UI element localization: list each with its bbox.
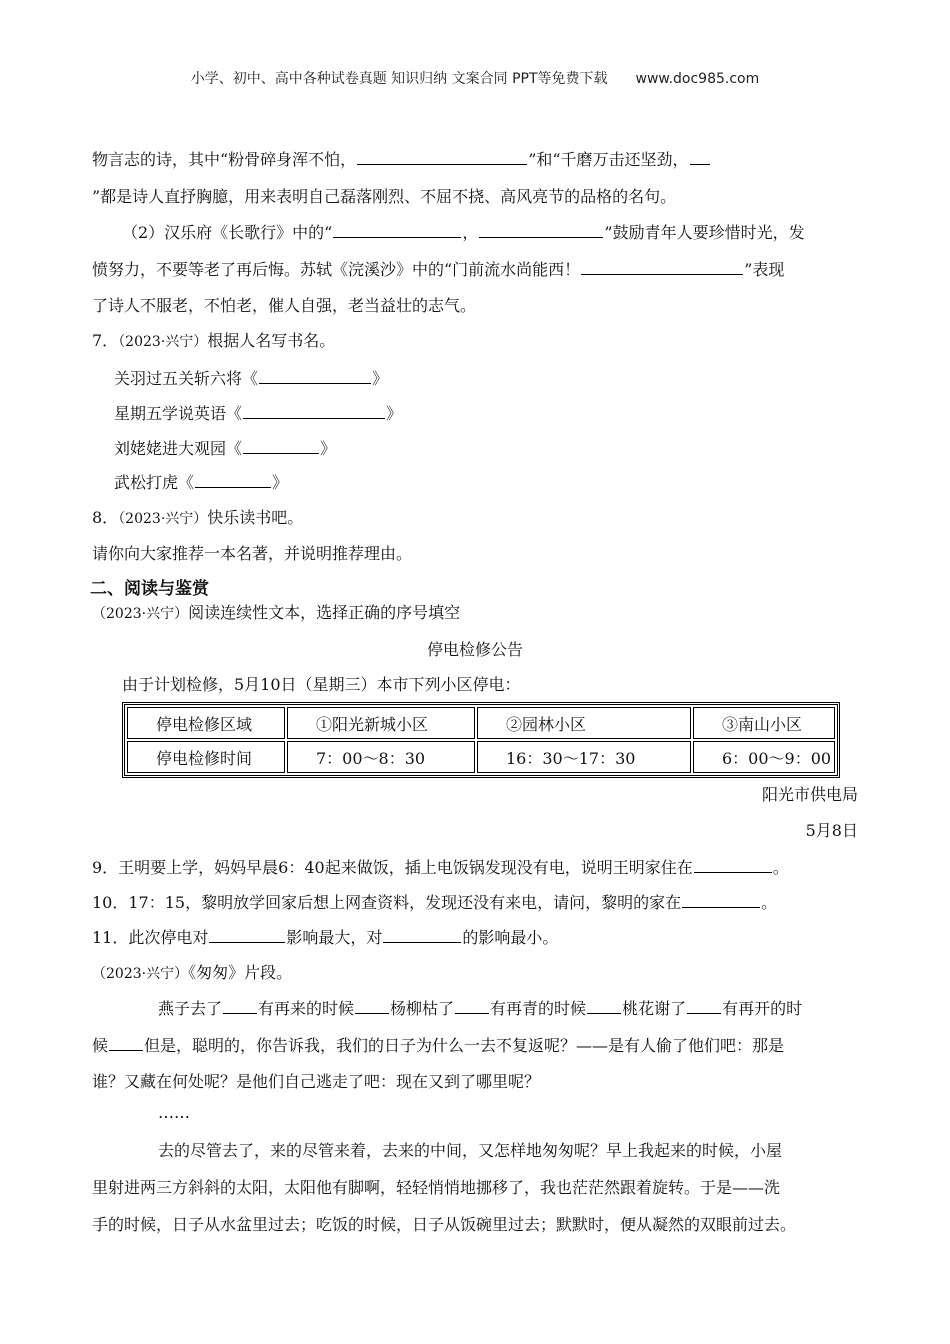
answer-blank[interactable] xyxy=(223,995,257,1014)
q7-item: 关羽过五关斩六将《 》 xyxy=(114,365,388,389)
outage-table xyxy=(122,702,840,778)
notice-title: 停电检修公告 xyxy=(426,640,523,659)
answer-blank[interactable] xyxy=(690,146,710,165)
congcong-p2-line2: 里射进两三方斜斜的太阳，太阳他有脚啊，轻轻悄悄地挪移了，我也茫茫然跟着旋转。于是——洗 xyxy=(92,1178,781,1197)
answer-blank[interactable] xyxy=(357,146,527,165)
answer-blank[interactable] xyxy=(383,924,461,943)
table-row xyxy=(127,741,835,773)
table-cell: 6：00～9：00 xyxy=(693,741,835,773)
q7-item: 武松打虎《 》 xyxy=(114,469,288,493)
answer-blank[interactable] xyxy=(479,219,603,238)
notice-text: 由于计划检修，5月10日（星期三）本市下列小区停电： xyxy=(122,675,521,694)
congcong-p1-line3: 谁？又藏在何处呢？是他们自己逃走了吧：现在又到了哪里呢？ xyxy=(92,1072,541,1091)
q6-part2-line1: （2）汉乐府《长歌行》中的“ ， ”鼓励青年人要珍惜时光，发 xyxy=(122,219,805,243)
answer-blank[interactable] xyxy=(581,256,743,275)
answer-blank[interactable] xyxy=(455,995,489,1014)
table-row xyxy=(127,707,835,739)
congcong-p2-line1: 去的尽管去了，来的尽管来着，去来的中间，又怎样地匆匆呢？早上我起来的时候，小屋 xyxy=(158,1141,783,1160)
answer-blank[interactable] xyxy=(259,365,371,384)
table-cell: ②园林小区 xyxy=(477,707,691,739)
q9: 9．王明要上学，妈妈早晨6：40起来做饭，插上电饭锅发现没有电，说明王明家住在 。 xyxy=(92,854,789,878)
q6-part2-line3: 了诗人不服老，不怕老，催人自强，老当益壮的志气。 xyxy=(92,296,477,315)
q7-item: 星期五学说英语《 》 xyxy=(114,400,402,424)
congcong-header: （2023·兴宁）《匆匆》片段。 xyxy=(92,963,293,982)
table-cell: 16：30～17：30 xyxy=(477,741,691,773)
q11: 11．此次停电对 影响最大，对 的影响最小。 xyxy=(92,924,558,948)
answer-blank[interactable] xyxy=(687,995,721,1014)
answer-blank[interactable] xyxy=(109,1032,143,1051)
q8-prompt: 请你向大家推荐一本名著，并说明推荐理由。 xyxy=(92,544,413,563)
table-cell: ①阳光新城小区 xyxy=(287,707,475,739)
q6-part2-line2: 愤努力，不要等老了再后悔。苏轼《浣溪沙》中的“门前流水尚能西！ ”表现 xyxy=(92,256,784,280)
table-cell: ③南山小区 xyxy=(693,707,835,739)
q7-item: 刘姥姥进大观园《 》 xyxy=(114,435,336,459)
notice-signer: 阳光市供电局 xyxy=(761,785,858,804)
answer-blank[interactable] xyxy=(694,854,772,873)
table-cell: 停电检修时间 xyxy=(127,741,285,773)
congcong-p1-line1: 燕子去了 有再来的时候 杨柳枯了 有再青的时候 桃花谢了 有再开的时 xyxy=(158,995,802,1019)
answer-blank[interactable] xyxy=(333,219,461,238)
answer-blank[interactable] xyxy=(355,995,389,1014)
page-header: 小学、初中、高中各种试卷真题 知识归纳 文案合同 PPT等免费下载 www.doc985.com xyxy=(190,71,760,87)
congcong-p2-line3: 手的时候，日子从水盆里过去；吃饭的时候，日子从饭碗里过去；默默时，便从凝然的双眼前过去。 xyxy=(92,1215,797,1234)
answer-blank[interactable] xyxy=(209,924,285,943)
table-cell: 停电检修区域 xyxy=(127,707,285,739)
table-cell: 7：00～8：30 xyxy=(287,741,475,773)
q8-header: 8．（2023·兴宁）快乐读书吧。 xyxy=(92,508,304,527)
congcong-p1-line2: 候 但是，聪明的，你告诉我，我们的日子为什么一去不复返呢？——是有人偷了他们吧：那是 xyxy=(92,1032,784,1056)
answer-blank[interactable] xyxy=(682,889,760,908)
notice-date: 5月8日 xyxy=(805,821,858,840)
congcong-ellipsis: …… xyxy=(158,1103,190,1122)
section-title: 二、阅读与鉴赏 xyxy=(90,579,209,599)
section-intro: （2023·兴宁）阅读连续性文本，选择正确的序号填空 xyxy=(92,603,461,622)
q10: 10．17：15，黎明放学回家后想上网查资料，发现还没有来电，请问，黎明的家在 。 xyxy=(92,889,777,913)
q6-line2: ”都是诗人直抒胸臆，用来表明自己磊落刚烈、不屈不挠、高风亮节的品格的名句。 xyxy=(92,187,677,206)
answer-blank[interactable] xyxy=(587,995,621,1014)
answer-blank[interactable] xyxy=(243,400,385,419)
answer-blank[interactable] xyxy=(195,469,271,488)
q7-header: 7．（2023·兴宁）根据人名写书名。 xyxy=(92,331,336,350)
q6-line1: 物言志的诗，其中“粉骨碎身浑不怕， ”和“千磨万击还坚劲， xyxy=(92,146,711,170)
answer-blank[interactable] xyxy=(243,435,319,454)
